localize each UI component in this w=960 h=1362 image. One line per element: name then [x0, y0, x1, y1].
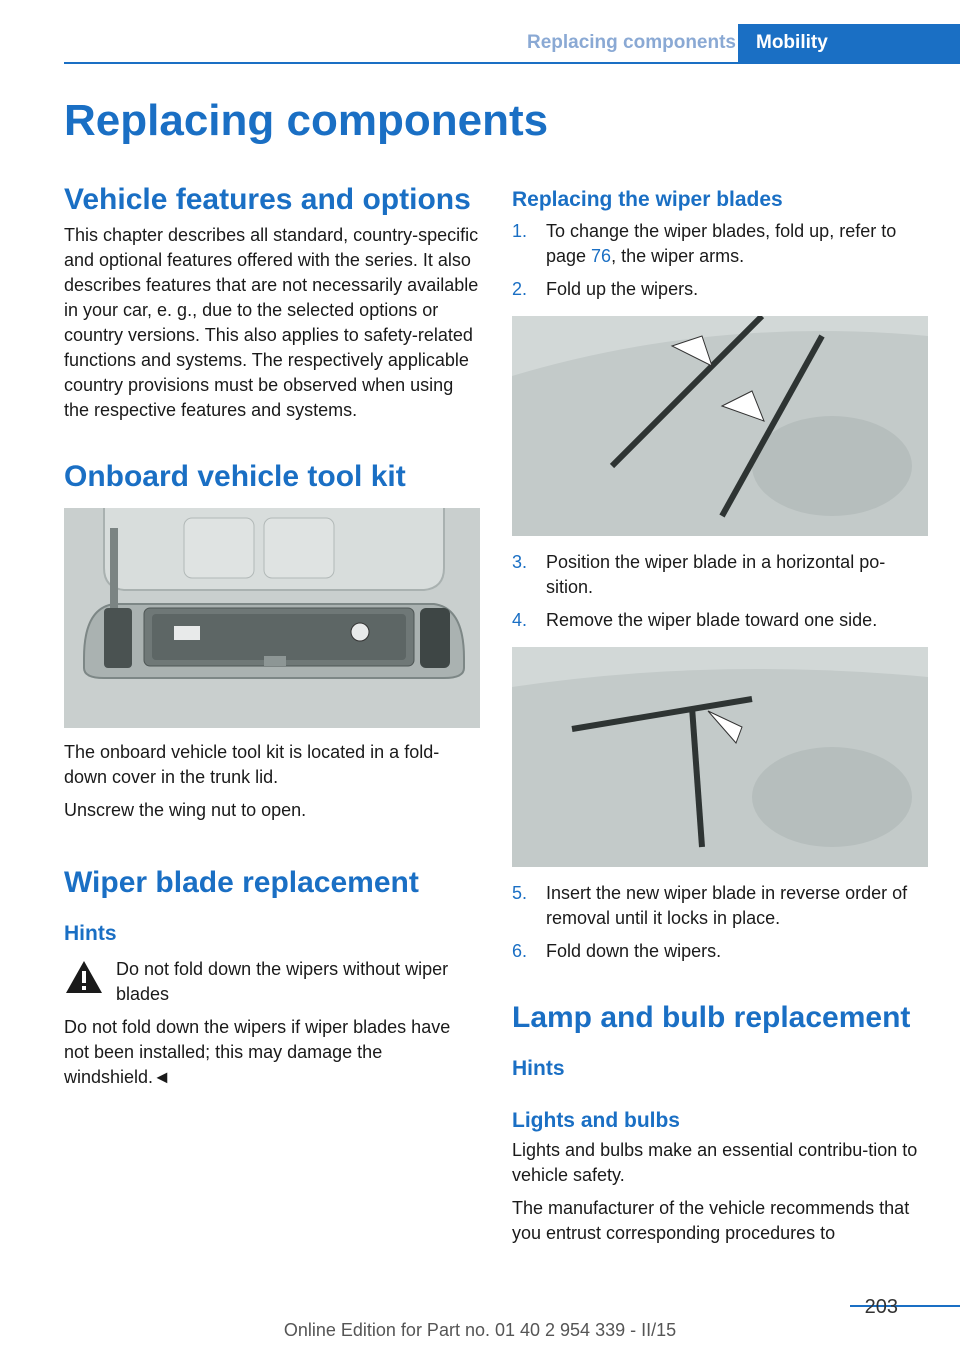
steps-list-b: [512, 550, 928, 633]
left-column: [64, 180, 480, 1098]
page-title: Replacing components: [64, 96, 549, 145]
lamp-heading: Lamp and bulb replacement: [512, 1001, 911, 1035]
step-number: 4.: [512, 610, 528, 631]
replace-wiper-heading: Replacing the wiper blades: [512, 188, 783, 211]
right-column: [512, 180, 928, 1254]
toolkit-text-1: The onboard vehicle tool kit is located in a fold-down cover in the trunk lid.: [64, 742, 440, 787]
warning-text: Do not fold down the wipers if wiper blades have not been installed; this may damage the windshield.◄: [64, 1017, 451, 1088]
step-6: [512, 939, 928, 964]
warning-title: Do not fold down the wipers without wiper blades: [116, 959, 449, 1005]
features-text: This chapter describes all standard, country-specific and optional features offered with the series. It also describes features that are not necessarily available in your car, e. g., due to the selected options or country versions. This also applies to safety-related functions and systems. The respectively applicable country provisions must be observed when using the respective features and systems.: [64, 225, 479, 420]
page-header: [64, 24, 960, 64]
wiper-remove-image: [512, 647, 928, 867]
wiper-heading: Wiper blade replacement: [64, 866, 419, 899]
footer-edition: Online Edition for Part no. 01 40 2 954 339 - II/15: [283, 1320, 677, 1340]
step-1: [512, 219, 928, 269]
step-1-text-b: , the wiper arms.: [611, 246, 745, 267]
steps-list-c: [512, 881, 928, 964]
step-1-text-a: To change the wiper blades, fold up, refer to page: [546, 221, 897, 267]
step-2-text: Fold up the wipers.: [546, 279, 699, 300]
features-heading: Vehicle features and options: [64, 183, 471, 216]
header-tab-mobility[interactable]: Mobility: [738, 24, 960, 62]
step-6-text: Fold down the wipers.: [546, 941, 722, 962]
warning-block: [64, 957, 480, 1007]
step-number: 1.: [512, 221, 528, 242]
page-number: 203: [864, 1296, 898, 1318]
step-3: [512, 550, 928, 600]
step-number: 5.: [512, 883, 528, 904]
hints-heading-right: Hints: [512, 1057, 565, 1081]
lights-text-2: The manufacturer of the vehicle recommends that you entrust corresponding procedures to: [512, 1197, 910, 1243]
lights-heading: Lights and bulbs: [512, 1108, 680, 1132]
wiper-fold-image: [512, 316, 928, 536]
step-4: [512, 608, 928, 633]
page-link[interactable]: 76: [591, 246, 612, 267]
hints-heading-left: Hints: [64, 922, 117, 945]
step-4-text: Remove the wiper blade toward one side.: [546, 610, 878, 631]
step-5-text: Insert the new wiper blade in reverse order of removal until it locks in place.: [546, 883, 908, 929]
toolkit-heading: Onboard vehicle tool kit: [64, 460, 406, 493]
step-number: 6.: [512, 941, 528, 962]
lights-text-1: Lights and bulbs make an essential contribu‐tion to vehicle safety.: [512, 1139, 918, 1185]
step-number: 2.: [512, 279, 528, 300]
step-5: [512, 881, 928, 931]
step-2: [512, 277, 928, 302]
header-section-label: Replacing components: [526, 32, 736, 53]
step-3-text: Position the wiper blade in a horizontal po‐sition.: [546, 552, 886, 598]
toolkit-text-2: Unscrew the wing nut to open.: [64, 800, 307, 820]
steps-list-a: [512, 219, 928, 302]
toolkit-image: [64, 508, 480, 728]
step-number: 3.: [512, 552, 528, 573]
warning-triangle-icon: [64, 959, 104, 995]
